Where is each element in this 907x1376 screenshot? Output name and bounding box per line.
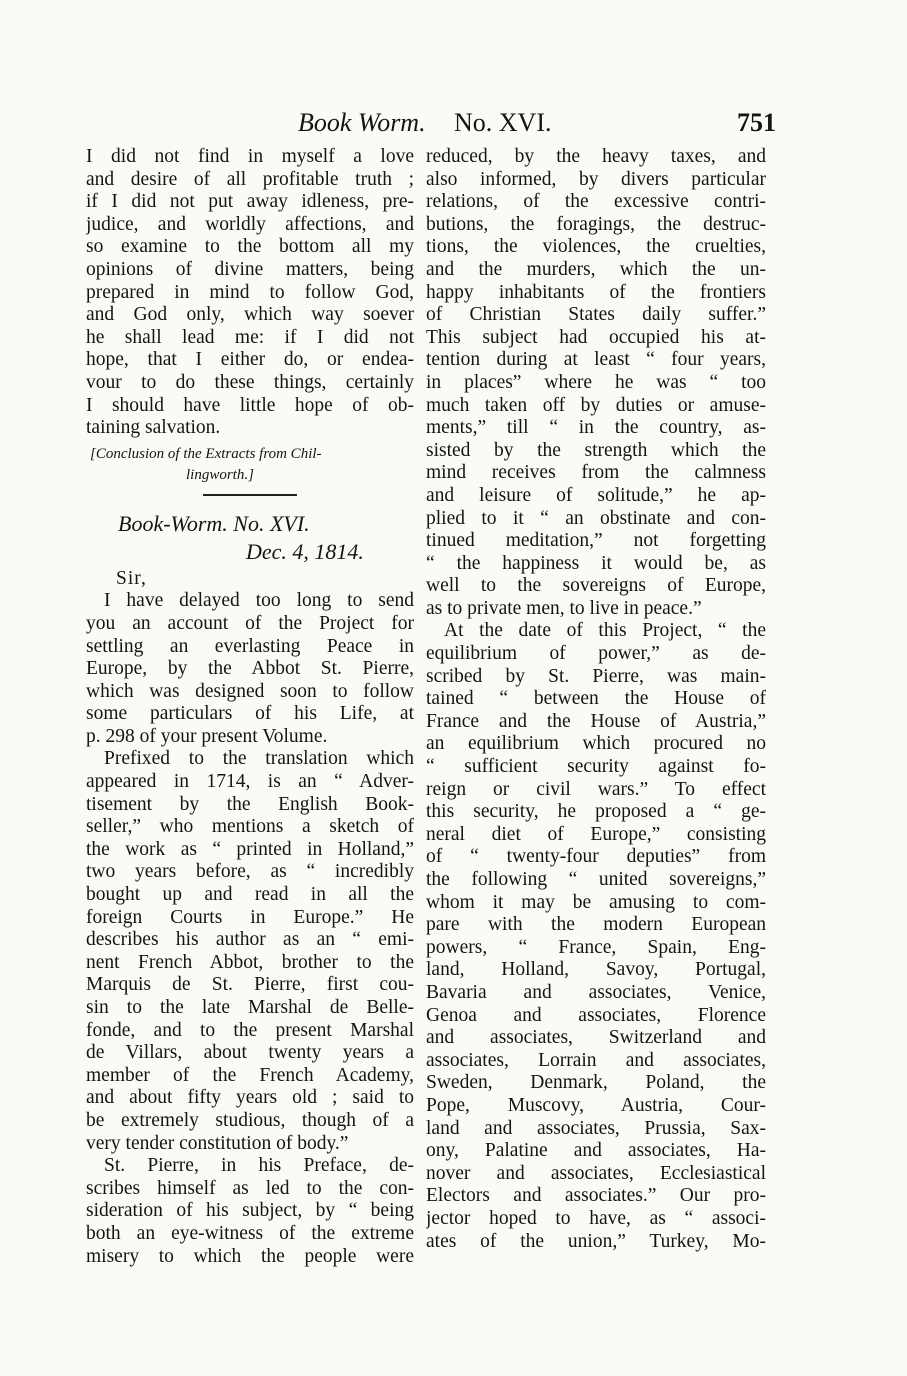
text-line: member of the French Academy, — [86, 1064, 414, 1086]
text-line: he shall lead me: if I did not — [86, 326, 414, 348]
section-heading: Book-Worm. No. XVI. — [118, 510, 310, 536]
text-line: happy inhabitants of the frontiers — [426, 281, 766, 303]
text-line: reduced, by the heavy taxes, and — [426, 146, 766, 167]
section-divider — [203, 494, 297, 496]
text-line: I did not find in myself a love — [86, 146, 414, 167]
text-line: ments,” till “ in the country, as- — [426, 417, 766, 439]
running-head-number: No. XVI. — [454, 108, 552, 137]
text-line: two years before, as “ incredibly — [86, 861, 414, 883]
text-line: of “ twenty-four deputies” from — [426, 846, 766, 868]
text-line: equilibrium of power,” as de- — [426, 643, 766, 665]
text-line: describes his author as an “ emi- — [86, 929, 414, 951]
text-line: land and associates, Prussia, Sax- — [426, 1117, 766, 1139]
paragraph-project — [86, 590, 414, 748]
text-line: judice, and worldly affections, and — [86, 213, 414, 235]
salutation: Sir, — [116, 567, 147, 589]
text-line: and God only, which way soever — [86, 304, 414, 326]
text-line: Pope, Muscovy, Austria, Cour- — [426, 1094, 766, 1116]
text-line: Sweden, Denmark, Poland, the — [426, 1072, 766, 1094]
text-line: opinions of divine matters, being — [86, 258, 414, 280]
right-column — [426, 146, 766, 1253]
text-line: tions, the violences, the cruelties, — [426, 236, 766, 258]
text-line: you an account of the Project for — [86, 612, 414, 634]
text-line: be extremely studious, though of a — [86, 1109, 414, 1131]
text-line: and associates, Switzerland and — [426, 1027, 766, 1049]
paragraph-miseries — [426, 146, 766, 620]
text-line: bought up and read in all the — [86, 884, 414, 906]
text-line: misery to which the people were — [86, 1245, 414, 1267]
text-line: mind receives from the calmness — [426, 462, 766, 484]
text-line: both an eye-witness of the extreme — [86, 1222, 414, 1244]
text-line: which was designed soon to follow — [86, 680, 414, 702]
text-line: relations, of the excessive contri- — [426, 191, 766, 213]
text-line: sisted by the strength which the — [426, 439, 766, 461]
text-line: sideration of his subject, by “ being — [86, 1200, 414, 1222]
text-line: settling an everlasting Peace in — [86, 635, 414, 657]
text-line: if I did not put away idleness, pre- — [86, 191, 414, 213]
text-line: and leisure of solitude,” he ap- — [426, 484, 766, 506]
text-line: Europe, by the Abbot St. Pierre, — [86, 658, 414, 680]
conclusion-note — [86, 444, 414, 486]
text-line: Electors and associates.” Our pro- — [426, 1185, 766, 1207]
running-head-title: Book Worm. — [298, 108, 426, 137]
text-line: tisement by the English Book- — [86, 793, 414, 815]
text-line: of Christian States daily suffer.” — [426, 304, 766, 326]
text-line: tention during at least “ four years, — [426, 349, 766, 371]
text-line: and desire of all profitable truth ; — [86, 168, 414, 190]
text-line: the work as “ printed in Holland,” — [86, 838, 414, 860]
text-line: p. 298 of your present Volume. — [86, 725, 328, 747]
text-line: the following “ united sovereigns,” — [426, 869, 766, 890]
text-line: very tender constitution of body.” — [86, 1132, 349, 1154]
text-line: in places” where he was “ too — [426, 371, 766, 393]
text-line: tinued meditation,” not forgetting — [426, 530, 766, 552]
text-line: “ the happiness it would be, as — [426, 552, 766, 574]
paragraph-advertisement — [86, 748, 414, 1155]
text-line: plied to it “ an obstinate and con- — [426, 507, 766, 529]
text-line: prepared in mind to follow God, — [86, 281, 414, 303]
text-line: ony, Palatine and associates, Ha- — [426, 1140, 766, 1162]
note-line: lingworth.] — [186, 466, 254, 483]
text-line: Genoa and associates, Florence — [426, 1004, 766, 1026]
text-line: as to private men, to live in peace.” — [426, 597, 702, 619]
text-line: neral diet of Europe,” consisting — [426, 823, 766, 845]
running-head — [86, 108, 776, 142]
text-line: scribed by St. Pierre, was main- — [426, 665, 766, 687]
text-line: fonde, and to the present Marshal — [86, 1019, 414, 1041]
text-line: butions, the foragings, the destruc- — [426, 213, 766, 235]
paragraph-preface — [86, 1155, 414, 1268]
text-line: Prefixed to the translation which — [104, 748, 414, 770]
text-line: I should have little hope of ob- — [86, 394, 414, 416]
text-line: de Villars, about twenty years a — [86, 1042, 414, 1064]
text-line: nover and associates, Ecclesiastical — [426, 1162, 766, 1184]
text-line: France and the House of Austria,” — [426, 710, 766, 732]
text-line: tained “ between the House of — [426, 688, 766, 710]
text-line: jector hoped to have, as “ associ- — [426, 1207, 766, 1229]
text-line: and the murders, which the un- — [426, 258, 766, 280]
text-line: also informed, by divers particular — [426, 168, 766, 190]
text-line: pare with the modern European — [426, 914, 766, 936]
text-line: nent French Abbot, brother to the — [86, 951, 414, 973]
left-column — [86, 146, 414, 1268]
text-line: much taken off by duties or amuse- — [426, 394, 766, 416]
text-line: taining salvation. — [86, 417, 221, 439]
text-line: vour to do these things, certainly — [86, 371, 414, 393]
text-line: whom it may be amusing to com- — [426, 891, 766, 913]
note-line: [Conclusion of the Extracts from Chil- — [90, 445, 322, 462]
text-line: so examine to the bottom all my — [86, 236, 414, 258]
text-line: I have delayed too long to send — [104, 590, 414, 612]
text-line: associates, Lorrain and associates, — [426, 1049, 766, 1071]
text-line: This subject had occupied his at- — [426, 326, 766, 348]
text-line: sin to the late Marshal de Belle- — [86, 997, 414, 1018]
text-line: ates of the union,” Turkey, Mo- — [426, 1230, 766, 1252]
text-line: some particulars of his Life, at — [86, 703, 414, 725]
text-line: reign or civil wars.” To effect — [426, 778, 766, 800]
text-line: seller,” who mentions a sketch of — [86, 816, 414, 838]
paragraph-equilibrium — [426, 620, 766, 1253]
page-number: 751 — [737, 108, 776, 137]
text-line: foreign Courts in Europe.” He — [86, 906, 414, 928]
text-line: At the date of this Project, “ the — [444, 620, 766, 642]
text-line: land, Holland, Savoy, Portugal, — [426, 959, 766, 981]
text-line: Bavaria and associates, Venice, — [426, 981, 766, 1003]
text-line: appeared in 1714, is an “ Adver- — [86, 771, 414, 793]
text-line: St. Pierre, in his Preface, de- — [104, 1155, 414, 1177]
text-line: powers, “ France, Spain, Eng- — [426, 936, 766, 958]
text-line: an equilibrium which procured no — [426, 733, 766, 755]
chillingworth-extract-end — [86, 146, 414, 440]
text-line: hope, that I either do, or endea- — [86, 349, 414, 371]
text-line: and about fifty years old ; said to — [86, 1087, 414, 1109]
text-line: scribes himself as led to the con- — [86, 1177, 414, 1199]
text-line: “ sufficient security against fo- — [426, 756, 766, 778]
text-line: this security, he proposed a “ ge- — [426, 801, 766, 823]
letter-date: Dec. 4, 1814. — [246, 538, 364, 564]
text-line: well to the sovereigns of Europe, — [426, 575, 766, 597]
text-line: Marquis de St. Pierre, first cou- — [86, 974, 414, 996]
